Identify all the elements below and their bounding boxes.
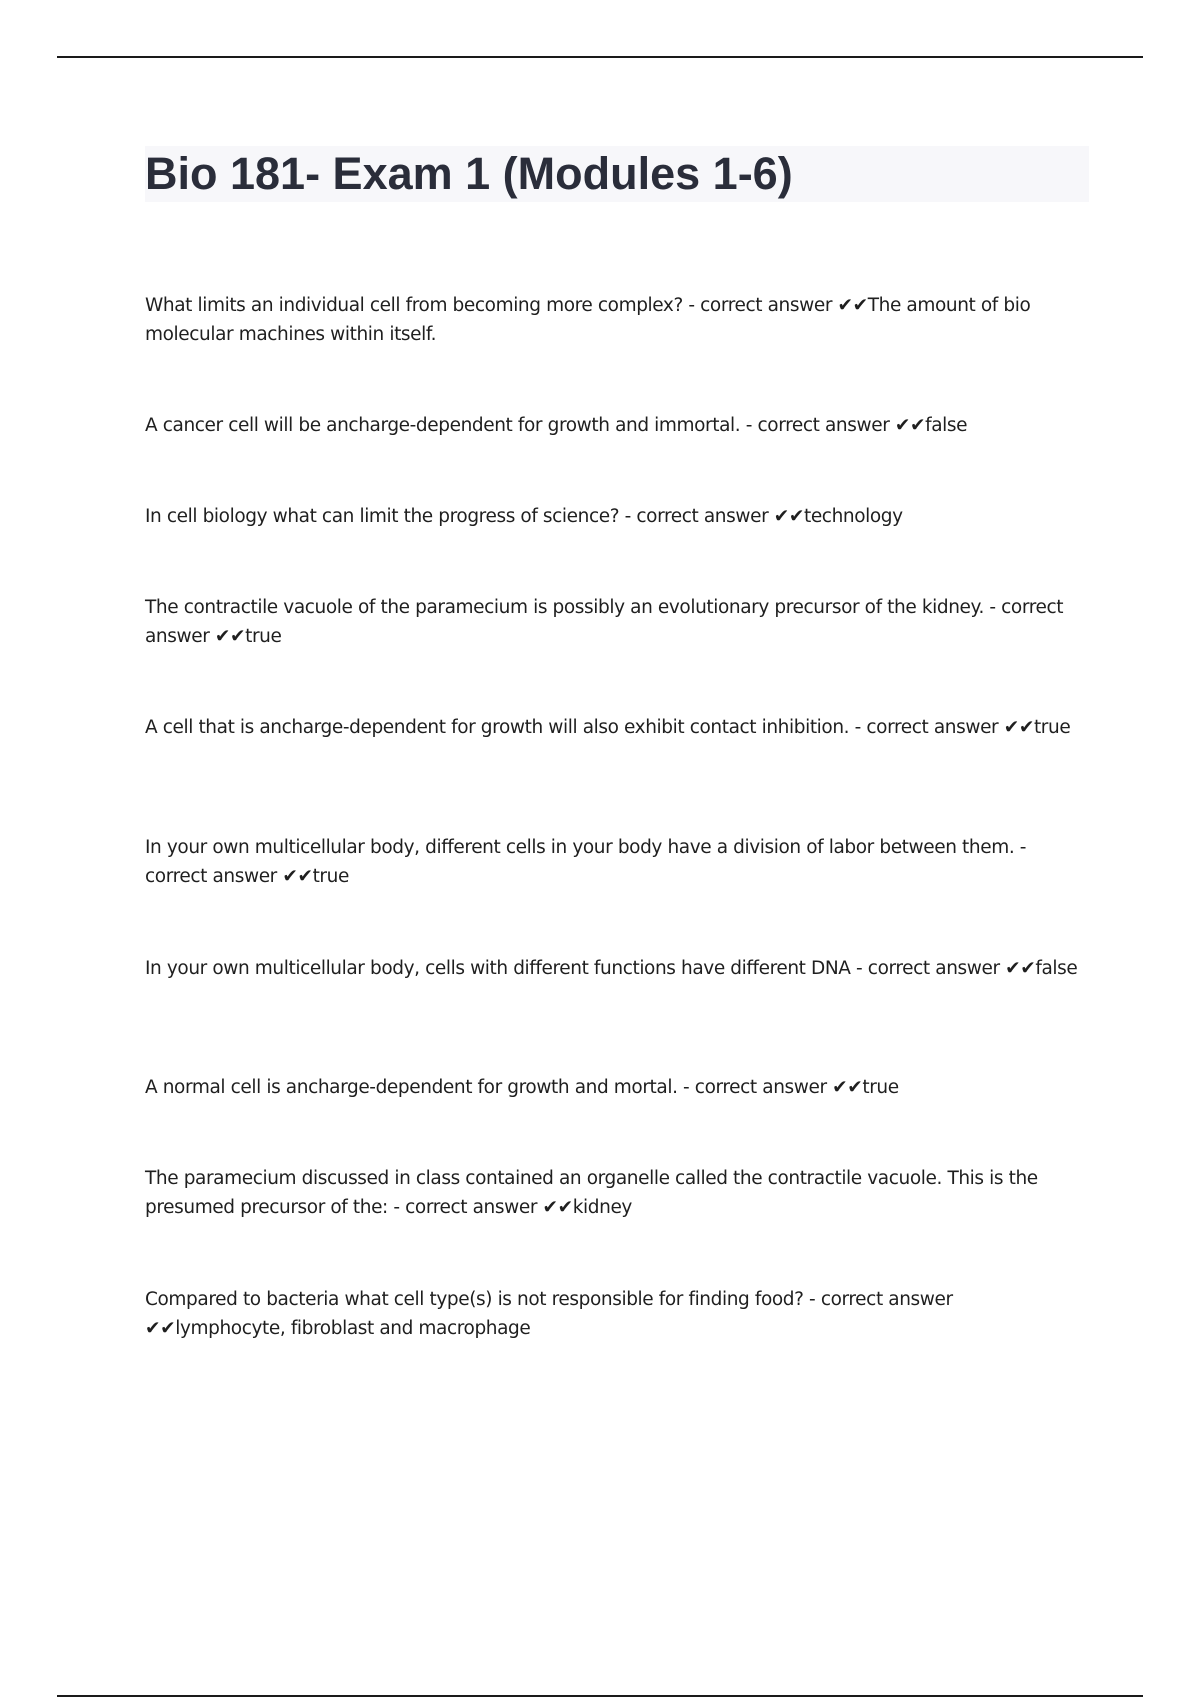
answer-separator: - correct answer — [619, 506, 774, 527]
double-check-icon: ✔✔ — [145, 1318, 176, 1339]
answer-separator: - correct answer — [803, 1289, 953, 1310]
answer-separator: - correct answer — [740, 415, 895, 436]
double-check-icon: ✔✔ — [1005, 958, 1036, 979]
answer-separator: - correct answer — [145, 597, 1064, 647]
double-check-icon: ✔✔ — [773, 506, 804, 527]
answer-separator: - correct answer — [850, 958, 1006, 979]
qa-item-1 — [145, 291, 1085, 349]
double-check-icon: ✔✔ — [542, 1197, 573, 1218]
question-text: A cancer cell will be ancharge-dependent for growth and immortal. — [145, 415, 741, 436]
qa-item-3 — [145, 502, 1085, 531]
answer-text: false — [925, 415, 968, 436]
answer-text: kidney — [572, 1197, 632, 1218]
question-text: The contractile vacuole of the paramecium is possibly an evolutionary precursor of the kidney. — [145, 597, 984, 618]
answer-separator: - correct answer — [677, 1077, 833, 1098]
qa-item-6 — [145, 833, 1085, 891]
question-text: In cell biology what can limit the progress of science? — [145, 506, 620, 527]
double-check-icon: ✔✔ — [1003, 717, 1034, 738]
top-rule — [57, 56, 1143, 58]
answer-text: false — [1035, 958, 1078, 979]
document-title: Bio 181- Exam 1 (Modules 1-6) — [145, 148, 793, 199]
answer-text: technology — [803, 506, 903, 527]
answer-text: true — [1033, 717, 1071, 738]
question-text: In your own multicellular body, cells with different functions have different DNA — [145, 958, 851, 979]
answer-text: lymphocyte, fibroblast and macrophage — [175, 1318, 531, 1339]
qa-item-10 — [145, 1285, 1085, 1343]
question-text: The paramecium discussed in class contained an organelle called the contractile vacuole. This is the presumed precursor of the: — [145, 1168, 1038, 1218]
answer-text: true — [312, 866, 349, 887]
question-text: In your own multicellular body, different cells in your body have a division of labor between them. — [145, 837, 1015, 858]
question-text: A normal cell is ancharge-dependent for growth and mortal. — [145, 1077, 678, 1098]
question-text: Compared to bacteria what cell type(s) is not responsible for finding food? — [145, 1289, 804, 1310]
question-text: What limits an individual cell from becoming more complex? — [145, 295, 683, 316]
qa-item-5 — [145, 713, 1085, 742]
question-text: A cell that is ancharge-dependent for growth will also exhibit contact inhibition. — [145, 717, 850, 738]
answer-separator: - correct answer — [682, 295, 838, 316]
qa-item-2 — [145, 411, 1085, 440]
double-check-icon: ✔✔ — [832, 1077, 863, 1098]
bottom-rule — [57, 1695, 1143, 1697]
double-check-icon: ✔✔ — [282, 866, 313, 887]
qa-item-8 — [145, 1073, 1085, 1102]
double-check-icon: ✔✔ — [214, 626, 246, 647]
qa-item-9 — [145, 1164, 1085, 1222]
answer-separator: - correct answer — [849, 717, 1004, 738]
qa-item-7 — [145, 954, 1085, 983]
answer-text: true — [245, 626, 282, 647]
double-check-icon: ✔✔ — [894, 415, 926, 436]
double-check-icon: ✔✔ — [837, 295, 868, 316]
qa-item-4 — [145, 593, 1085, 651]
answer-separator: - correct answer — [145, 837, 1027, 887]
answer-text: The amount of bio molecular machines within itself. — [145, 295, 1031, 345]
answer-separator: - correct answer — [387, 1197, 543, 1218]
answer-text: true — [862, 1077, 899, 1098]
